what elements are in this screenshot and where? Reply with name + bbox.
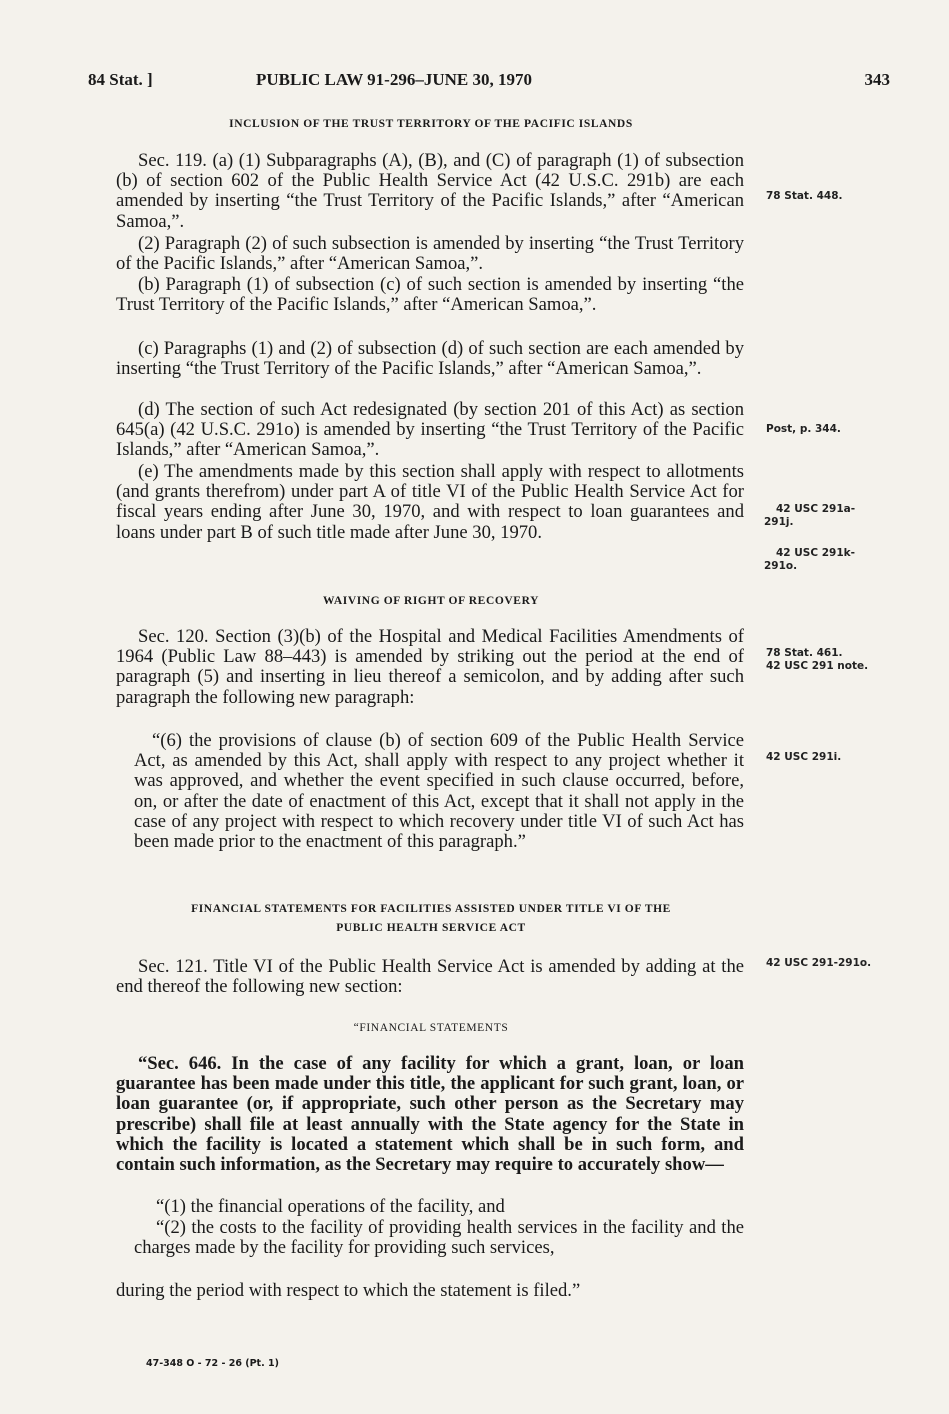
section-120-text: Sec. 120. Section (3)(b) of the Hospital and Medical Facilities Amendments of 1964 (Public Law 88–443) is amended by striking out the period at the end of paragraph (5) and inserting in lieu thereof a semicolon, and by adding after such paragraph the following new paragraph: [116,626,744,708]
margin-note-line: 291o. [764,560,798,572]
section-119-e: (e) The amendments made by this section shall apply with respect to allotments (and grants therefrom) under part A of title VI of the Public Health Service Act for fiscal years ending after June 30, 1970, and with respect to loan guarantees and loans under part B of such title made after June 30, 1970. [116,461,744,543]
section-646-item-1: “(1) the financial operations of the facility, and [156,1196,505,1217]
page-number: 343 [864,70,890,89]
section-119-a2: (2) Paragraph (2) of such subsection is amended by inserting “the Trust Territory of the Pacific Islands,” after “American Samoa,”. [116,233,744,275]
margin-note-line: 78 Stat. 461. [766,647,843,659]
margin-note-line: 42 USC 291 note. [766,660,869,672]
margin-note-78-stat-448: 78 Stat. 448. [766,190,843,202]
margin-note-line: 42 USC 291a- [776,503,856,515]
section-119-heading: INCLUSION OF THE TRUST TERRITORY OF THE PACIFIC ISLANDS [229,118,633,130]
section-119-d: (d) The section of such Act redesignated (by section 201 of this Act) as section 645(a) (42 U.S.C. 291o) is amended by inserting “the Trust Territory of the Pacific Islands,” after “American Samoa,”. [116,399,744,461]
margin-note-42-usc-291a [764,503,914,529]
section-119-b: (b) Paragraph (1) of subsection (c) of such section is amended by inserting “the Trust Territory of the Pacific Islands,” after “American Samoa,”. [116,274,744,316]
page-header [88,70,890,94]
margin-note-42-usc-291i: 42 USC 291i. [766,751,842,763]
section-646-item-2: “(2) the costs to the facility of providing health services in the facility and the charges made by the facility for providing such services, [134,1217,744,1259]
margin-note-42-usc-291k [764,547,914,573]
section-121-heading-line2: PUBLIC HEALTH SERVICE ACT [336,922,526,934]
section-119-c: (c) Paragraphs (1) and (2) of subsection (d) of such section are each amended by inserting “the Trust Territory of the Pacific Islands,” after “American Samoa,”. [116,338,744,380]
section-120-quote: “(6) the provisions of clause (b) of section 609 of the Public Health Service Act, as amended by this Act, shall apply with respect to any project whether it was approved, and whether the event specified in such clause occurred, before, on, or after the date of enactment of this Act, except that it shall not apply in the case of any project with respect to which recovery under title VI of such Act has been made prior to the enactment of this paragraph.” [134,730,744,853]
section-646-text: “Sec. 646. In the case of any facility for which a grant, loan, or loan guarantee has been made under this title, the applicant for such grant, loan, or loan guarantee (or, if appropriate, such other person as the Secretary may prescribe) shall file at least annually with the State agency for the State in which the facility is located a statement which shall be in such form, and contain such information, as the Secretary may require to accurately show— [116,1053,744,1176]
section-646-closing: during the period with respect to which the statement is filed.” [116,1280,581,1301]
margin-note-78-stat-461 [766,647,916,673]
section-121-text: Sec. 121. Title VI of the Public Health Service Act is amended by adding at the end thereof the following new section: [116,956,744,998]
financial-statements-subheading: “FINANCIAL STATEMENTS [353,1022,509,1034]
section-121-heading-line1: FINANCIAL STATEMENTS FOR FACILITIES ASSISTED UNDER TITLE VI OF THE [191,903,671,915]
statute-volume: 84 Stat. ] [88,70,153,89]
margin-note-line: 42 USC 291k- [776,547,855,559]
print-code-footer: 47-348 O - 72 - 26 (Pt. 1) [146,1358,279,1369]
margin-note-line: 291j. [764,516,794,528]
running-title: PUBLIC LAW 91-296–JUNE 30, 1970 [256,70,532,89]
margin-note-42-usc-291-291o: 42 USC 291-291o. [766,957,872,969]
section-119-a: Sec. 119. (a) (1) Subparagraphs (A), (B), and (C) of paragraph (1) of subsection (b) of section 602 of the Public Health Service Act (42 U.S.C. 291b) are each amended by inserting “the Trust Territory of the Pacific Islands,” after “American Samoa,”. [116,150,744,232]
section-120-heading: WAIVING OF RIGHT OF RECOVERY [323,595,539,607]
margin-note-post-p-344: Post, p. 344. [766,423,841,435]
